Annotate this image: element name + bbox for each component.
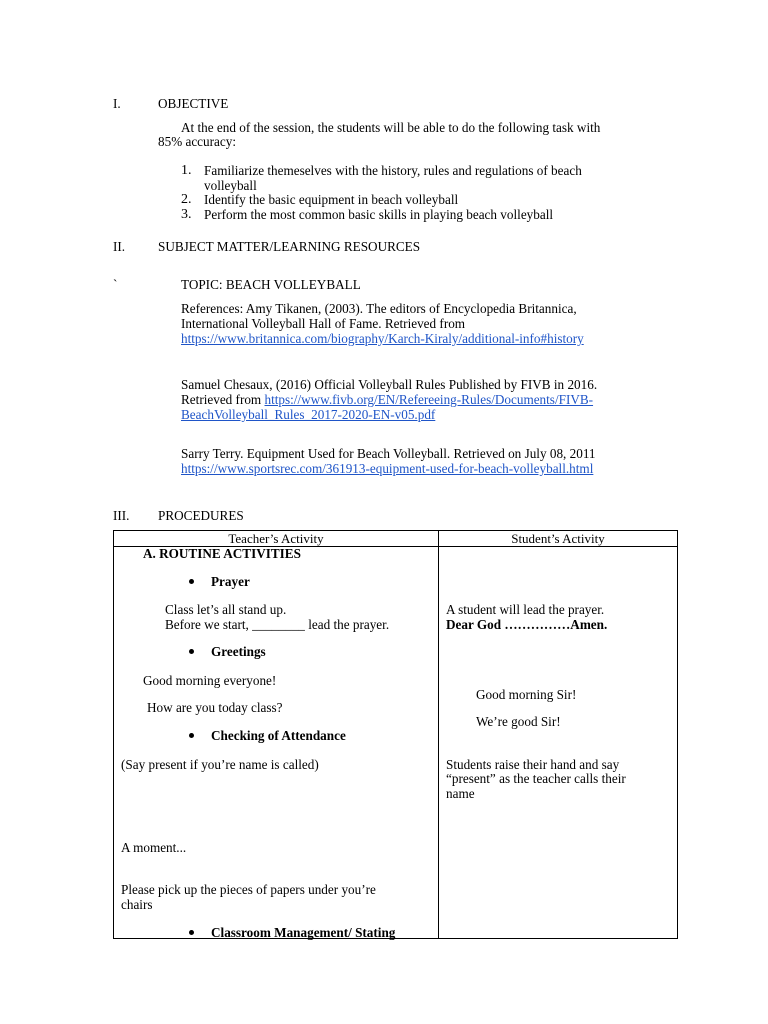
reference-1-line2: International Volleyball Hall of Fame. Retrieved from <box>181 316 466 331</box>
section-heading-procedures: PROCEDURES <box>158 508 244 523</box>
objective-intro-line2: 85% accuracy: <box>158 134 236 149</box>
section-heading-subject-matter: SUBJECT MATTER/LEARNING RESOURCES <box>158 239 421 254</box>
reference-2-link-part1[interactable]: https://www.fivb.org/EN/Refereeing-Rules/Documents/FIVB- <box>264 392 594 407</box>
teacher-stand-up: Class let’s all stand up. <box>165 602 287 617</box>
bullet-icon <box>189 649 194 654</box>
reference-2-prefix: Retrieved from <box>181 392 265 407</box>
section-heading-objective: OBJECTIVE <box>158 96 229 111</box>
bullet-icon <box>189 579 194 584</box>
teacher-before-prayer: Before we start, ________ lead the prayer. <box>165 617 390 632</box>
objective-intro-line1: At the end of the session, the students will be able to do the following task with <box>181 120 601 135</box>
greetings-heading: Greetings <box>211 644 266 659</box>
reference-1-link[interactable]: https://www.britannica.com/biography/Karch-Kiraly/additional-info#history <box>181 331 584 346</box>
objective-item-number: 3. <box>181 207 192 222</box>
classroom-management-heading: Classroom Management/ Stating <box>211 925 396 940</box>
reference-1-line1: References: Amy Tikanen, (2003). The editors of Encyclopedia Britannica, <box>181 301 577 316</box>
objective-item-1-line1: Familiarize themeselves with the history, rules and regulations of beach <box>204 163 582 178</box>
objective-item-1-line2: volleyball <box>204 178 257 193</box>
teacher-a-moment: A moment... <box>121 840 187 855</box>
student-raise-line2: “present” as the teacher calls their <box>446 771 626 786</box>
topic-line: TOPIC: BEACH VOLLEYBALL <box>181 277 361 292</box>
reference-3-link[interactable]: https://www.sportsrec.com/361913-equipment-used-for-beach-volleyball.html <box>181 461 594 476</box>
teacher-pick-up-line2: chairs <box>121 897 153 912</box>
attendance-heading: Checking of Attendance <box>211 728 346 743</box>
section-numeral-2: II. <box>113 239 126 254</box>
reference-2-link-part2[interactable]: BeachVolleyball_Rules_2017-2020-EN-v05.pdf <box>181 407 436 422</box>
student-raise-line3: name <box>446 786 475 801</box>
student-lead-prayer: A student will lead the prayer. <box>446 602 605 617</box>
student-raise-line1: Students raise their hand and say <box>446 757 620 772</box>
student-we-are-good: We’re good Sir! <box>476 714 561 729</box>
prayer-heading: Prayer <box>211 574 250 589</box>
student-good-morning: Good morning Sir! <box>476 687 577 702</box>
objective-item-number: 2. <box>181 192 192 207</box>
procedures-table <box>113 530 678 939</box>
teacher-good-morning: Good morning everyone! <box>143 673 277 688</box>
table-header-teacher: Teacher’s Activity <box>114 531 438 547</box>
objective-item-3: Perform the most common basic skills in playing beach volleyball <box>204 207 554 222</box>
reference-3-line1: Sarry Terry. Equipment Used for Beach Volleyball. Retrieved on July 08, 2011 <box>181 446 596 461</box>
teacher-pick-up-line1: Please pick up the pieces of papers under you’re <box>121 882 376 897</box>
section-numeral-3: III. <box>113 508 130 523</box>
objective-item-number: 1. <box>181 163 192 178</box>
student-dear-god: Dear God ……………Amen. <box>446 617 608 632</box>
routine-activities-heading: A. ROUTINE ACTIVITIES <box>143 546 301 561</box>
reference-2-line1: Samuel Chesaux, (2016) Official Volleyball Rules Published by FIVB in 2016. <box>181 377 598 392</box>
stray-backtick: ` <box>113 277 118 292</box>
objective-item-2: Identify the basic equipment in beach volleyball <box>204 192 459 207</box>
reference-2-line2 <box>181 392 593 407</box>
teacher-say-present: (Say present if you’re name is called) <box>121 757 319 772</box>
teacher-how-are-you: How are you today class? <box>147 700 283 715</box>
column-divider <box>438 531 439 938</box>
bullet-icon <box>189 930 194 935</box>
table-header-student: Student’s Activity <box>439 531 677 547</box>
bullet-icon <box>189 733 194 738</box>
section-numeral-1: I. <box>113 96 121 111</box>
